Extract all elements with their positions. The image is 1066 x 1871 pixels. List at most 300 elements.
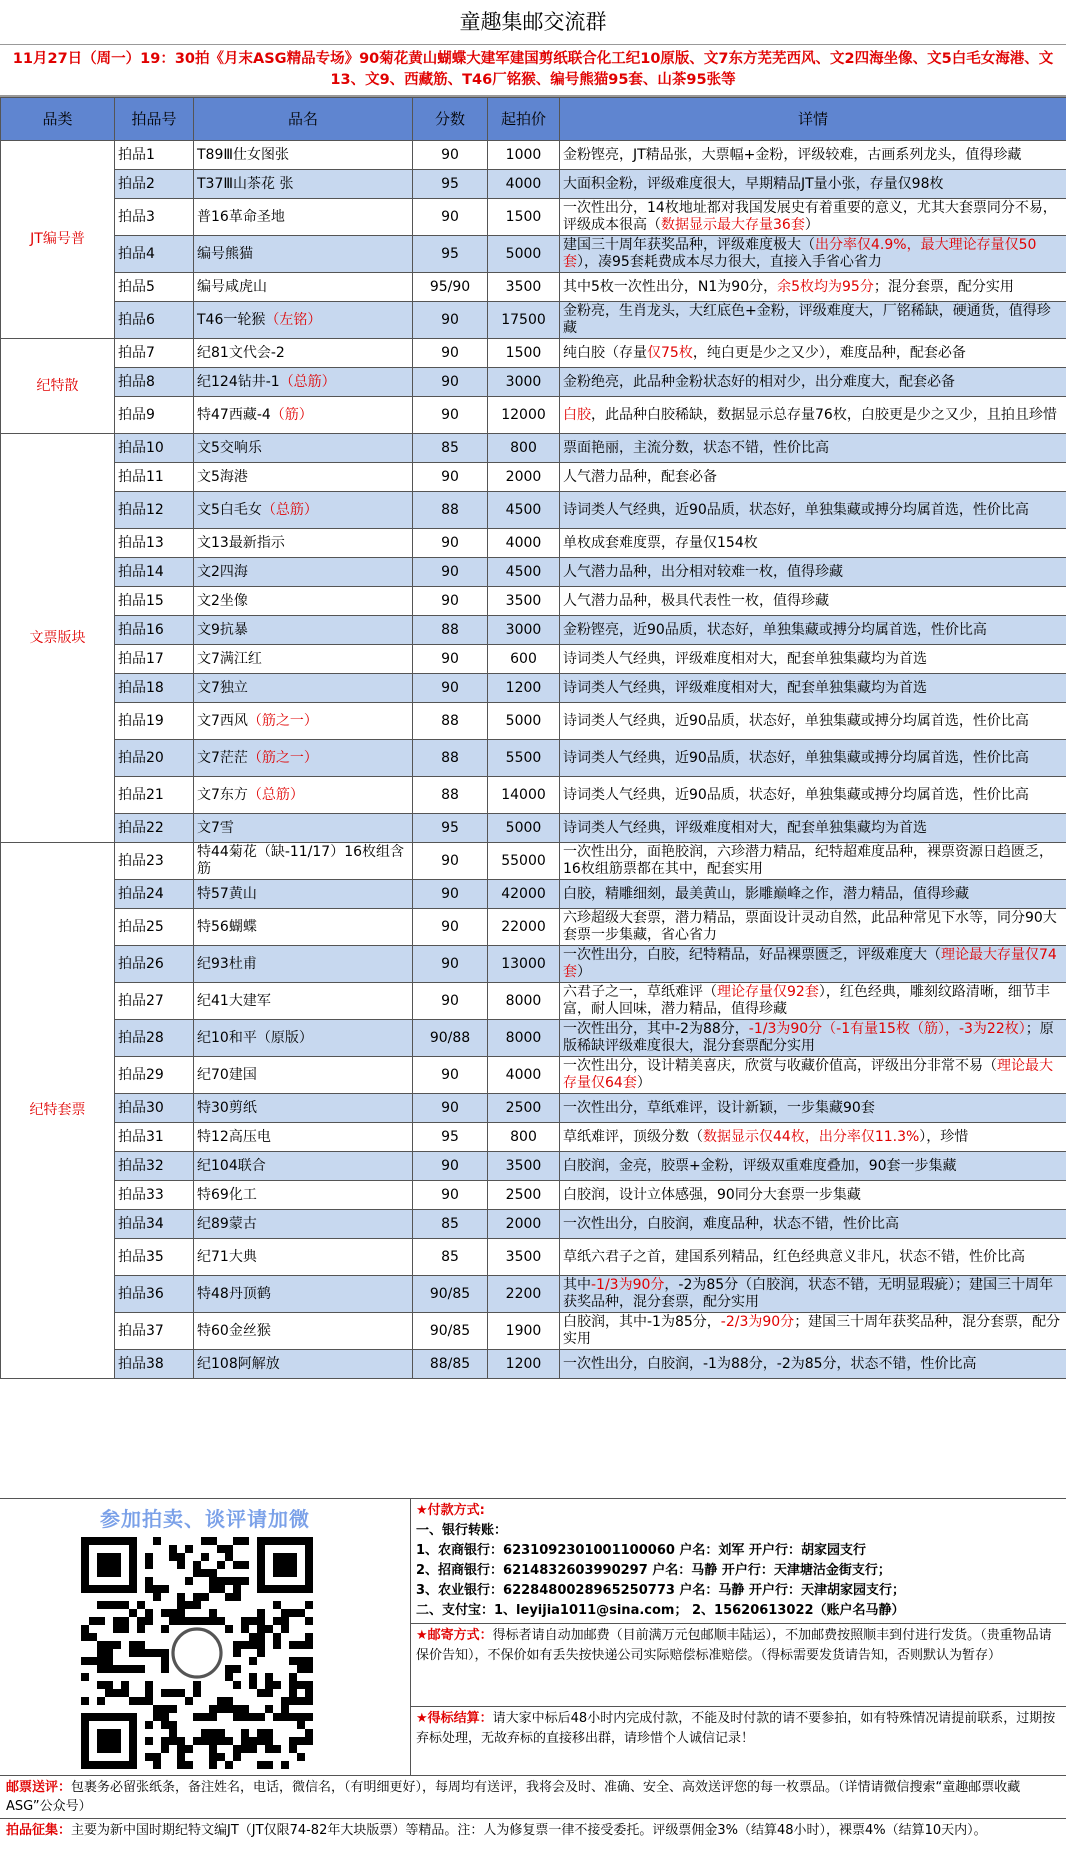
detail-text: 六珍超级大套票，潜力精品，票面设计灵动自然，此品种常见下水等，同分90大套票一步集藏，省心省力: [563, 910, 1057, 943]
table-row: [1, 740, 1066, 777]
detail-cell: [560, 983, 1066, 1020]
score-cell: 90: [413, 880, 488, 909]
price-cell: 800: [488, 1123, 560, 1152]
detail-cell: [560, 1313, 1066, 1350]
detail-cell: [560, 703, 1066, 740]
lot-name-cell: [194, 141, 413, 170]
lot-name: 特60金丝猴: [197, 1322, 271, 1339]
score-cell: 90: [413, 397, 488, 434]
table-row: [1, 368, 1066, 397]
lot-name-cell: [194, 1057, 413, 1094]
lot-number-cell: 拍品6: [115, 302, 194, 339]
table-header-row: [1, 98, 1066, 141]
lot-name-cell: [194, 703, 413, 740]
header-category: 品类: [1, 98, 115, 141]
lot-name-note: （筋）: [270, 406, 313, 423]
detail-cell: [560, 777, 1066, 814]
lot-name: 纪104联合: [197, 1157, 266, 1174]
table-row: [1, 1020, 1066, 1057]
lot-name-cell: [194, 463, 413, 492]
score-cell: 95: [413, 1123, 488, 1152]
detail-text: 诗词类人气经典，近90品质，状态好，单独集藏或搏分均属首选，性价比高: [563, 501, 1029, 518]
detail-text: 一次性出分，白胶润，-1为88分，-2为85分，状态不错，性价比高: [563, 1355, 977, 1372]
payment-heading: ★付款方式:: [416, 1503, 485, 1518]
detail-cell: [560, 1057, 1066, 1094]
price-cell: 2500: [488, 1181, 560, 1210]
lot-number-cell: 拍品3: [115, 199, 194, 236]
payment-line: 1、农商银行：6231092301001100060 户名：刘军 开户行：胡家园支行: [416, 1543, 866, 1558]
detail-cell: [560, 814, 1066, 843]
lot-name-cell: [194, 1210, 413, 1239]
table-row: [1, 1094, 1066, 1123]
score-cell: 88/85: [413, 1350, 488, 1379]
detail-text: 一次性出分，草纸难评，设计新颖，一步集藏90套: [563, 1099, 875, 1116]
lot-name-note: （筋之一）: [247, 749, 318, 766]
payment-line: 二、支付宝：1、leyijia1011@sina.com； 2、15620613022（账户名马静）: [416, 1603, 905, 1618]
lot-name: 特30剪纸: [197, 1099, 257, 1116]
payment-line: 一、银行转账：: [416, 1523, 508, 1538]
table-row: [1, 302, 1066, 339]
detail-text: 诗词类人气经典，近90品质，状态好，单独集藏或搏分均属首选，性价比高: [563, 786, 1029, 803]
lot-name-cell: [194, 1276, 413, 1313]
detail-text: 纯白胶（存量: [563, 344, 647, 361]
table-row: [1, 434, 1066, 463]
detail-text: 一次性出分，白胶润，难度品种，状态不错，性价比高: [563, 1215, 899, 1232]
lot-name-cell: [194, 814, 413, 843]
lot-number-cell: 拍品2: [115, 170, 194, 199]
detail-text: 一次性出分，14枚地址都对我国发展史有着重要的意义，尤其大套票同分不易，评级成本很高（: [563, 200, 1057, 233]
lot-number-cell: 拍品5: [115, 273, 194, 302]
lot-number-cell: 拍品1: [115, 141, 194, 170]
price-cell: 800: [488, 434, 560, 463]
info-section: [0, 1498, 1066, 1776]
auction-subtitle: 11月27日（周一）19：30拍《月末ASG精品专场》90菊花黄山蝴蝶大建军建国剪纸联合化工纪10原版、文7东方芜芜西风、文2四海坐像、文5白毛女海港、文13、文9、西藏筋、T46厂铭猴、编号熊猫95套、山茶95张等: [0, 45, 1066, 97]
table-row: [1, 170, 1066, 199]
score-cell: 90: [413, 199, 488, 236]
detail-cell: [560, 587, 1066, 616]
lot-name: 特69化工: [197, 1186, 257, 1203]
price-cell: 12000: [488, 397, 560, 434]
detail-cell: [560, 368, 1066, 397]
lot-name-cell: [194, 674, 413, 703]
lot-number-cell: 拍品19: [115, 703, 194, 740]
detail-cell: [560, 529, 1066, 558]
detail-cell: [560, 1239, 1066, 1276]
lot-number-cell: 拍品10: [115, 434, 194, 463]
score-cell: 90: [413, 529, 488, 558]
lot-name-note: （左铭）: [265, 311, 322, 328]
footer-label: 邮票送评：: [6, 1780, 72, 1795]
lot-name: 文5海港: [197, 468, 248, 485]
table-row: [1, 909, 1066, 946]
detail-text: 诗词类人气经典，近90品质，状态好，单独集藏或搏分均属首选，性价比高: [563, 749, 1029, 766]
lot-number-cell: 拍品33: [115, 1181, 194, 1210]
footer-text: 主要为新中国时期纪特文编JT（JT仅限74-82年大块版票）等精品。注：人为修复票一律不接受委托。评级票佣金3%（结算48小时），裸票4%（结算10天内）。: [71, 1823, 987, 1838]
price-cell: 42000: [488, 880, 560, 909]
score-cell: 90: [413, 141, 488, 170]
score-cell: 85: [413, 1239, 488, 1276]
lot-name-cell: [194, 740, 413, 777]
price-cell: 3000: [488, 616, 560, 645]
footer-label: 拍品征集：: [6, 1823, 72, 1838]
settle-section: [410, 1707, 1066, 1751]
lot-name: 特56蝴蝶: [197, 918, 257, 935]
lot-name: 文7雪: [197, 819, 234, 836]
lot-name-cell: [194, 1313, 413, 1350]
detail-highlight: 数据显示最大存量36套: [661, 217, 805, 233]
shipping-section: [410, 1624, 1066, 1707]
qr-code-icon: [78, 1537, 316, 1769]
price-cell: 14000: [488, 777, 560, 814]
score-cell: 95: [413, 236, 488, 273]
price-cell: 4500: [488, 492, 560, 529]
lot-name: 纪108阿解放: [197, 1355, 280, 1372]
detail-text: 白胶，精雕细刻，最美黄山，影雕巅峰之作，潜力精品，值得珍藏: [563, 885, 969, 902]
detail-text: 金粉铿亮，近90品质，状态好，单独集藏或搏分均属首选，性价比高: [563, 621, 987, 638]
price-cell: 4000: [488, 170, 560, 199]
detail-text: 诗词类人气经典，评级难度相对大，配套单独集藏均为首选: [563, 819, 927, 836]
detail-text-after: ），珍惜: [919, 1128, 969, 1145]
detail-text: 金粉铿亮，JT精品张，大票幅+金粉，评级较难，古画系列龙头，值得珍藏: [563, 146, 1022, 163]
table-row: [1, 397, 1066, 434]
detail-highlight: -1/3为90分（-1有量15枚（筋），-3为22枚）: [748, 1021, 1026, 1037]
table-row: [1, 1152, 1066, 1181]
qr-panel: [0, 1499, 411, 1776]
score-cell: 90: [413, 558, 488, 587]
detail-cell: [560, 199, 1066, 236]
payment-line: 2、招商银行：6214832603990297 户名：马静 开户行：天津塘沽金街支行；: [416, 1563, 891, 1578]
lot-name: 纪93杜甫: [197, 955, 257, 972]
lot-number-cell: 拍品25: [115, 909, 194, 946]
table-row: [1, 1181, 1066, 1210]
detail-text: 白胶润，其中-1为85分，: [563, 1314, 721, 1330]
lot-name-note: （总筋）: [247, 786, 304, 803]
detail-text-after: ；混分套票，配分实用: [873, 278, 1014, 295]
header-lot: 拍品号: [115, 98, 194, 141]
lot-number-cell: 拍品38: [115, 1350, 194, 1379]
score-cell: 88: [413, 740, 488, 777]
table-row: [1, 1210, 1066, 1239]
lot-name-cell: [194, 199, 413, 236]
detail-text: 人气潜力品种，配套必备: [563, 468, 717, 485]
table-row: [1, 273, 1066, 302]
category-cell: JT编号普: [1, 141, 115, 339]
lot-name: 纪124钻井-1: [197, 373, 280, 390]
payment-panel: [410, 1499, 1066, 1776]
detail-text: 一次性出分，设计精美喜庆，欣赏与收藏价值高，评级出分非常不易（: [563, 1058, 997, 1074]
detail-text-after: ；原版稀缺评级难度很大，混分套票配分实用: [563, 1021, 1054, 1054]
detail-cell: [560, 463, 1066, 492]
table-row: [1, 1313, 1066, 1350]
table-row: [1, 703, 1066, 740]
lot-name-cell: [194, 587, 413, 616]
lot-name: 文5交响乐: [197, 439, 262, 456]
score-cell: 90: [413, 983, 488, 1020]
price-cell: 5000: [488, 236, 560, 273]
lot-number-cell: 拍品15: [115, 587, 194, 616]
payment-line: 3、农业银行：6228480028965250773 户名：马静 开户行：天津胡家园支行；: [416, 1583, 905, 1598]
detail-highlight: 仅75枚: [647, 344, 693, 361]
lot-name-note: （总筋）: [279, 373, 336, 390]
score-cell: 85: [413, 434, 488, 463]
score-cell: 90: [413, 302, 488, 339]
lot-name-cell: [194, 273, 413, 302]
shipping-text: 得标者请自动加邮费（目前满万元包邮顺丰陆运），不加邮费按照顺丰到付进行发货。（贵重物品请保价告知），不保价如有丢失按快递公司实际赔偿标准赔偿。（得标需要发货请告知，否则默认为暂存）: [416, 1628, 1052, 1663]
lot-name: 纪10和平（原版）: [197, 1029, 313, 1046]
detail-cell: [560, 434, 1066, 463]
detail-text-after: ，此品种白胶稀缺，数据显示总存量76枚，白胶更是少之又少，且拍且珍惜: [591, 406, 1057, 423]
category-cell: 纪特套票: [1, 843, 115, 1379]
lot-number-cell: 拍品36: [115, 1276, 194, 1313]
lot-name-cell: [194, 558, 413, 587]
score-cell: 90: [413, 463, 488, 492]
lot-name: 纪89蒙古: [197, 1215, 257, 1232]
lot-name-cell: [194, 1123, 413, 1152]
lot-number-cell: 拍品30: [115, 1094, 194, 1123]
price-cell: 4000: [488, 529, 560, 558]
detail-cell: [560, 302, 1066, 339]
lot-number-cell: 拍品23: [115, 843, 194, 880]
settle-text: 请大家中标后48小时内完成付款，不能及时付款的请不要参拍，如有特殊情况请提前联系，过期按弃标处理，无故弃标的直接移出群，请珍惜个人诚信记录！: [416, 1711, 1056, 1746]
price-cell: 3000: [488, 368, 560, 397]
detail-cell: [560, 1020, 1066, 1057]
lot-name: 纪71大典: [197, 1248, 257, 1265]
detail-text-after: ）: [636, 1075, 651, 1091]
lot-number-cell: 拍品26: [115, 946, 194, 983]
price-cell: 4500: [488, 558, 560, 587]
score-cell: 95/90: [413, 273, 488, 302]
detail-text: 诗词类人气经典，评级难度相对大，配套单独集藏均为首选: [563, 650, 927, 667]
lot-number-cell: 拍品9: [115, 397, 194, 434]
price-cell: 1900: [488, 1313, 560, 1350]
lot-number-cell: 拍品12: [115, 492, 194, 529]
score-cell: 90: [413, 909, 488, 946]
detail-text: 一次性出分，白胶，纪特精品，好品裸票匮乏，评级难度大（: [563, 947, 941, 963]
table-row: [1, 558, 1066, 587]
table-row: [1, 199, 1066, 236]
table-row: [1, 463, 1066, 492]
lot-name: 编号咸虎山: [197, 278, 267, 295]
detail-text: 金粉绝亮，此品种金粉状态好的相对少，出分难度大，配套必备: [563, 373, 955, 390]
price-cell: 4000: [488, 1057, 560, 1094]
detail-cell: [560, 1152, 1066, 1181]
detail-cell: [560, 740, 1066, 777]
detail-cell: [560, 946, 1066, 983]
footer-text: 包裹务必留张纸条，备注姓名，电话，微信名，（有明细更好），每周均有送评，我将会及时、准确、安全、高效送评您的每一枚票品。（详情请微信搜索“童趣邮票收藏ASG”公众号）: [6, 1780, 1021, 1814]
table-row: [1, 983, 1066, 1020]
lot-name-note: （总筋）: [261, 501, 318, 518]
lot-name-cell: [194, 777, 413, 814]
lot-name: 文9抗暴: [197, 621, 248, 638]
detail-highlight: 理论最大存量仅74套: [563, 947, 1057, 980]
lot-name-cell: [194, 843, 413, 880]
score-cell: 88: [413, 703, 488, 740]
detail-text: 金粉亮，生肖龙头，大红底色+金粉，评级难度大，厂铭稀缺，硬通货，值得珍藏: [563, 303, 1051, 336]
detail-cell: [560, 141, 1066, 170]
score-cell: 95: [413, 814, 488, 843]
lot-name: 文7独立: [197, 679, 248, 696]
lot-name: 文7西风: [197, 712, 248, 729]
lot-number-cell: 拍品13: [115, 529, 194, 558]
table-row: [1, 492, 1066, 529]
lot-number-cell: 拍品21: [115, 777, 194, 814]
price-cell: 3500: [488, 1152, 560, 1181]
table-row: [1, 1123, 1066, 1152]
detail-text: 大面积金粉，评级难度很大，早期精品JT量小张，存量仅98枚: [563, 175, 944, 192]
lot-name-cell: [194, 983, 413, 1020]
score-cell: 88: [413, 616, 488, 645]
score-cell: 90: [413, 1181, 488, 1210]
price-cell: 1500: [488, 199, 560, 236]
detail-highlight: 数据显示仅44枚，出分率仅11.3%: [703, 1128, 920, 1145]
price-cell: 5500: [488, 740, 560, 777]
lot-name-cell: [194, 616, 413, 645]
detail-text: 白胶润，设计立体感强，90同分大套票一步集藏: [563, 1186, 861, 1203]
detail-cell: [560, 674, 1066, 703]
table-row: [1, 587, 1066, 616]
table-row: [1, 645, 1066, 674]
shipping-heading: ★邮寄方式：: [416, 1628, 493, 1643]
lot-number-cell: 拍品16: [115, 616, 194, 645]
lot-name-cell: [194, 339, 413, 368]
lots-table: [0, 97, 1066, 1379]
detail-text: 其中: [563, 1277, 591, 1293]
score-cell: 90: [413, 368, 488, 397]
score-cell: 90/85: [413, 1276, 488, 1313]
page-title: 童趣集邮交流群: [0, 0, 1066, 45]
table-row: [1, 1350, 1066, 1379]
settle-heading: ★得标结算：: [416, 1711, 493, 1726]
price-cell: 17500: [488, 302, 560, 339]
lot-name-cell: [194, 1181, 413, 1210]
lot-name-cell: [194, 909, 413, 946]
score-cell: 90/85: [413, 1313, 488, 1350]
lot-number-cell: 拍品32: [115, 1152, 194, 1181]
lot-number-cell: 拍品17: [115, 645, 194, 674]
price-cell: 3500: [488, 587, 560, 616]
table-row: [1, 880, 1066, 909]
lot-name-cell: [194, 1020, 413, 1057]
lot-number-cell: 拍品22: [115, 814, 194, 843]
score-cell: 90: [413, 1094, 488, 1123]
score-cell: 90: [413, 1057, 488, 1094]
lot-name-cell: [194, 645, 413, 674]
score-cell: 88: [413, 492, 488, 529]
lot-name: 特57黄山: [197, 885, 257, 902]
lot-name-cell: [194, 529, 413, 558]
lot-number-cell: 拍品20: [115, 740, 194, 777]
lot-name: 纪81文代会-2: [197, 344, 285, 361]
score-cell: 85: [413, 1210, 488, 1239]
table-row: [1, 1276, 1066, 1313]
detail-highlight: 理论最大存量仅64套: [563, 1058, 1053, 1091]
lot-number-cell: 拍品11: [115, 463, 194, 492]
lot-name: 纪41大建军: [197, 992, 271, 1009]
lot-name: 特47西藏-4: [197, 406, 271, 423]
lot-name: 文7茫茫: [197, 749, 248, 766]
detail-text: 诗词类人气经典，评级难度相对大，配套单独集藏均为首选: [563, 679, 927, 696]
detail-cell: [560, 1094, 1066, 1123]
detail-highlight: 出分率仅4.9%，最大理论存量仅50套: [563, 237, 1037, 270]
lot-name: 特12高压电: [197, 1128, 271, 1145]
price-cell: 1500: [488, 339, 560, 368]
lot-name: 文7满江红: [197, 650, 262, 667]
lot-number-cell: 拍品35: [115, 1239, 194, 1276]
footer: [0, 1775, 1066, 1842]
lot-number-cell: 拍品8: [115, 368, 194, 397]
price-cell: 8000: [488, 1020, 560, 1057]
table-row: [1, 616, 1066, 645]
detail-text-after: ）: [577, 964, 591, 980]
table-row: [1, 236, 1066, 273]
detail-text: 票面艳丽，主流分数，状态不错，性价比高: [563, 439, 829, 456]
detail-text-after: ），凑95套耗费成本尽力很大，直接入手省心省力: [577, 254, 882, 270]
table-row: [1, 843, 1066, 880]
lot-name: T46一轮猴: [197, 311, 266, 328]
price-cell: 3500: [488, 273, 560, 302]
detail-cell: [560, 339, 1066, 368]
price-cell: 2500: [488, 1094, 560, 1123]
detail-text: 草纸难评，顶级分数（: [563, 1128, 703, 1145]
score-cell: 95: [413, 170, 488, 199]
price-cell: 13000: [488, 946, 560, 983]
price-cell: 22000: [488, 909, 560, 946]
lot-number-cell: 拍品24: [115, 880, 194, 909]
lot-name-cell: [194, 492, 413, 529]
price-cell: 1200: [488, 674, 560, 703]
header-score: 分数: [413, 98, 488, 141]
lot-name: 文2四海: [197, 563, 248, 580]
detail-text: 诗词类人气经典，近90品质，状态好，单独集藏或搏分均属首选，性价比高: [563, 712, 1029, 729]
lot-name: 编号熊猫: [197, 245, 253, 262]
lot-name-cell: [194, 1094, 413, 1123]
lot-name-cell: [194, 946, 413, 983]
detail-text: 草纸六君子之首，建国系列精品，红色经典意义非凡，状态不错，性价比高: [563, 1248, 1025, 1265]
lot-name-cell: [194, 302, 413, 339]
detail-cell: [560, 1276, 1066, 1313]
detail-text: 白胶润，金亮，胶票+金粉，评级双重难度叠加，90套一步集藏: [563, 1157, 957, 1174]
score-cell: 90: [413, 339, 488, 368]
detail-cell: [560, 273, 1066, 302]
header-detail: 详情: [560, 98, 1066, 141]
price-cell: 600: [488, 645, 560, 674]
lot-number-cell: 拍品7: [115, 339, 194, 368]
table-row: [1, 777, 1066, 814]
lot-number-cell: 拍品31: [115, 1123, 194, 1152]
price-cell: 1000: [488, 141, 560, 170]
table-row: [1, 529, 1066, 558]
lot-name-cell: [194, 1350, 413, 1379]
detail-cell: [560, 616, 1066, 645]
lot-name: 特44菊花（缺-11/17）16枚组含筋: [197, 844, 405, 877]
header-name: 品名: [194, 98, 413, 141]
lot-name: 文2坐像: [197, 592, 248, 609]
qr-heading: 参加拍卖、谈评请加微: [100, 1507, 310, 1531]
detail-cell: [560, 558, 1066, 587]
price-cell: 2200: [488, 1276, 560, 1313]
price-cell: 5000: [488, 814, 560, 843]
price-cell: 2000: [488, 463, 560, 492]
detail-highlight: 白胶: [563, 406, 591, 423]
detail-text-after: ），红色经典，雕刻纹路清晰，细节丰富，耐人回味，潜力精品，值得珍藏: [563, 984, 1050, 1017]
lot-number-cell: 拍品14: [115, 558, 194, 587]
table-row: [1, 1239, 1066, 1276]
price-cell: 5000: [488, 703, 560, 740]
lot-name: 文13最新指示: [197, 534, 285, 551]
detail-text: 单枚成套难度票，存量仅154枚: [563, 534, 758, 551]
price-cell: 55000: [488, 843, 560, 880]
payment-section: [410, 1499, 1066, 1624]
